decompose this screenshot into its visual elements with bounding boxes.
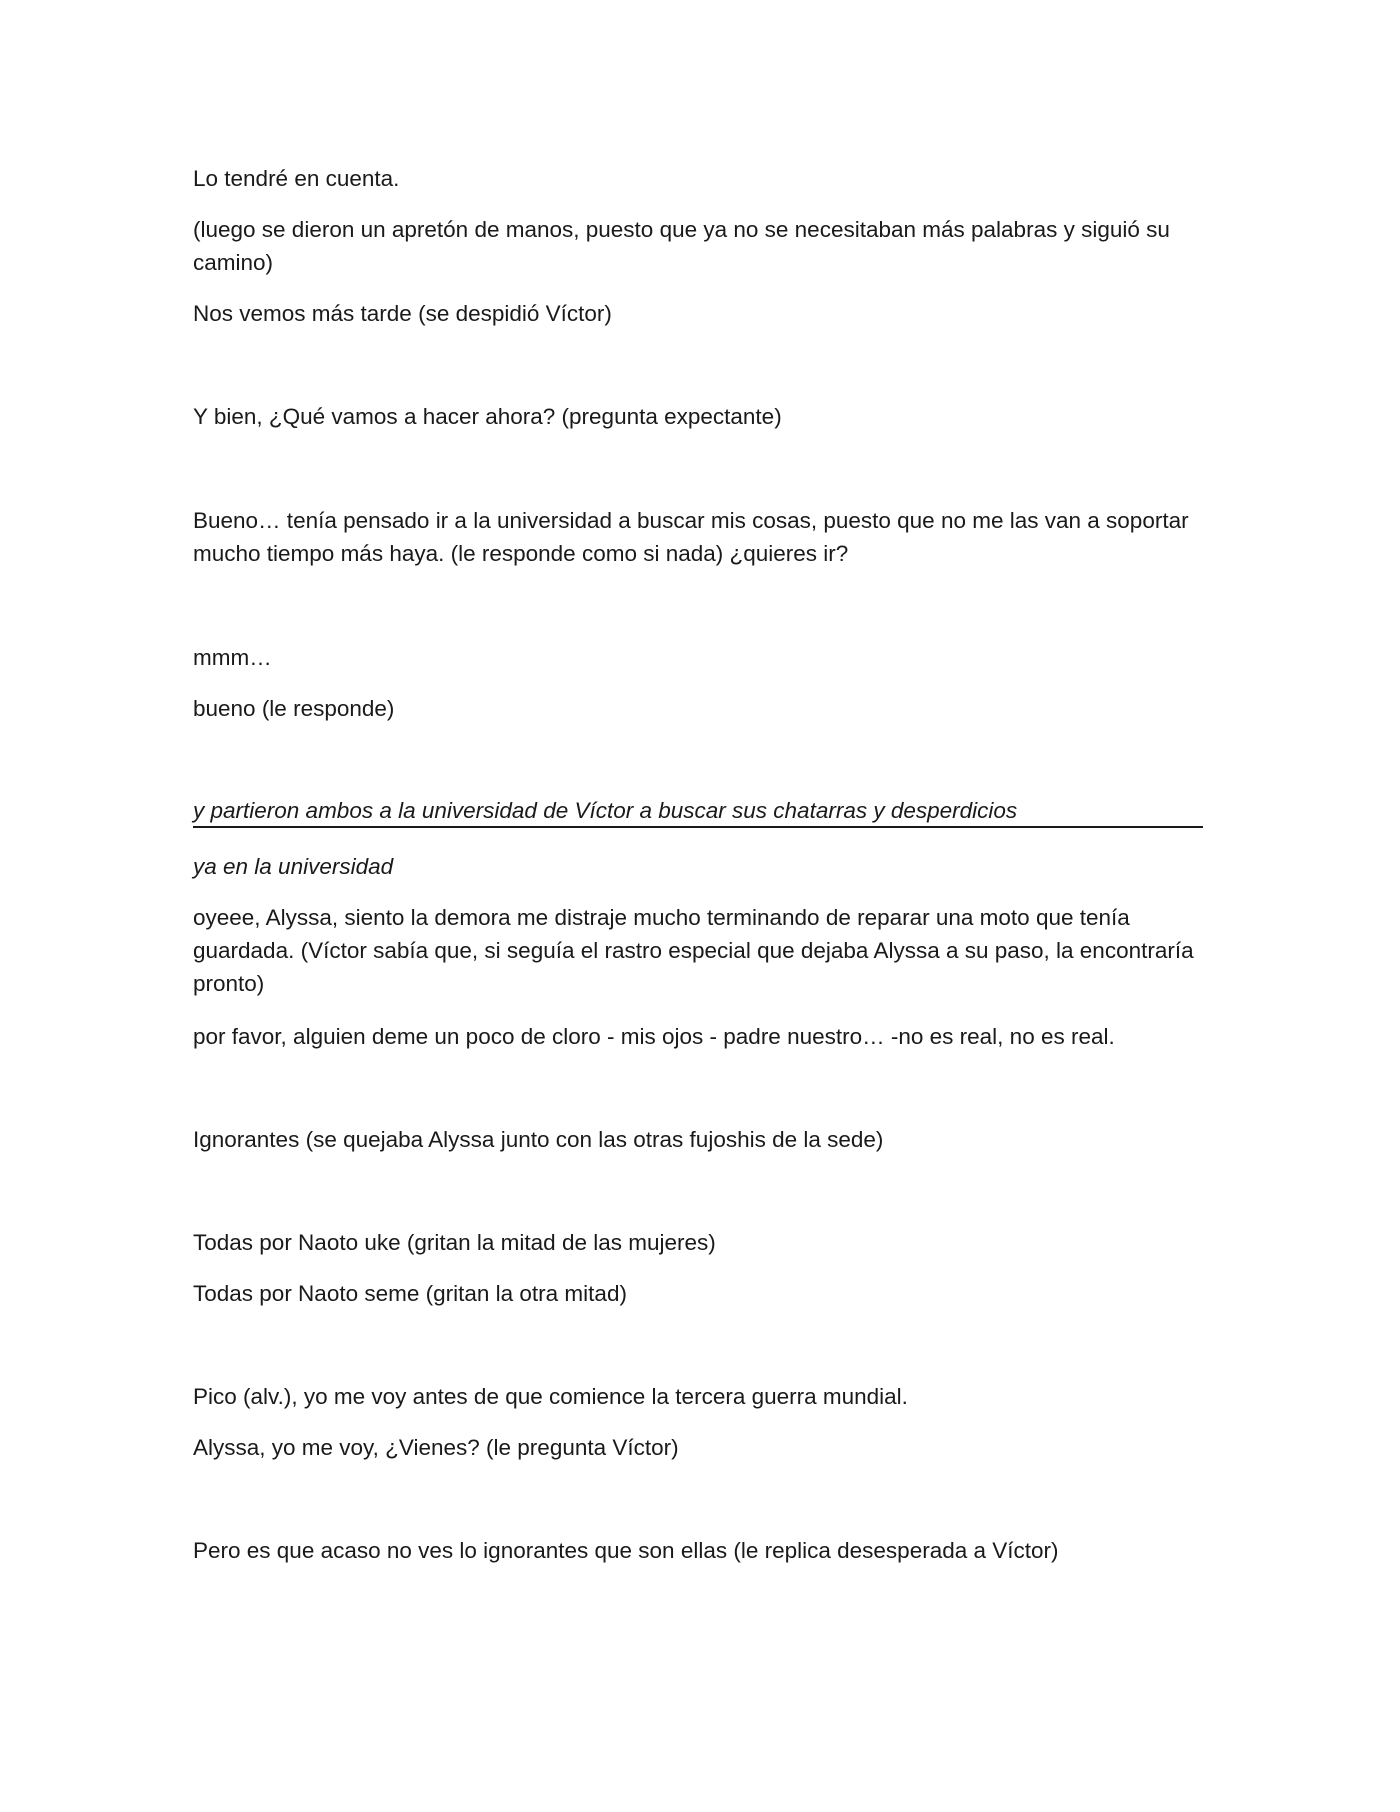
- paragraph-5: Bueno… tenía pensado ir a la universidad a buscar mis cosas, puesto que no me las van a soportar mucho tiempo más haya. (le responde como si nada) ¿quieres ir?: [193, 508, 1189, 566]
- scene-location-note: ya en la universidad: [193, 854, 394, 879]
- paragraph-13: Todas por Naoto uke (gritan la mitad de las mujeres): [193, 1230, 716, 1255]
- scene-transition-heading: y partieron ambos a la universidad de Víctor a buscar sus chatarras y desperdicios: [193, 798, 1018, 823]
- paragraph-16: Alyssa, yo me voy, ¿Vienes? (le pregunta Víctor): [193, 1435, 679, 1460]
- paragraph-6: mmm…: [193, 645, 272, 670]
- paragraph-7: bueno (le responde): [193, 696, 395, 721]
- paragraph-17: Pero es que acaso no ves lo ignorantes que son ellas (le replica desesperada a Víctor): [193, 1538, 1059, 1563]
- paragraph-1: Lo tendré en cuenta.: [193, 166, 400, 191]
- paragraph-4: Y bien, ¿Qué vamos a hacer ahora? (pregunta expectante): [193, 404, 782, 429]
- paragraph-10: oyeee, Alyssa, siento la demora me distraje mucho terminando de reparar una moto que tenía guardada. (Víctor sabía que, si seguía el rastro especial que dejaba Alyssa a su paso, la encontraría pronto): [193, 905, 1194, 996]
- paragraph-11: por favor, alguien deme un poco de cloro - mis ojos - padre nuestro… -no es real, no es real.: [193, 1024, 1115, 1049]
- horizontal-divider: [193, 826, 1203, 828]
- paragraph-15: Pico (alv.), yo me voy antes de que comience la tercera guerra mundial.: [193, 1384, 908, 1409]
- paragraph-12: Ignorantes (se quejaba Alyssa junto con las otras fujoshis de la sede): [193, 1127, 884, 1152]
- paragraph-3: Nos vemos más tarde (se despidió Víctor): [193, 301, 612, 326]
- paragraph-2: (luego se dieron un apretón de manos, puesto que ya no se necesitaban más palabras y siguió su camino): [193, 217, 1170, 275]
- document-page: [193, 0, 1203, 1812]
- paragraph-14: Todas por Naoto seme (gritan la otra mitad): [193, 1281, 627, 1306]
